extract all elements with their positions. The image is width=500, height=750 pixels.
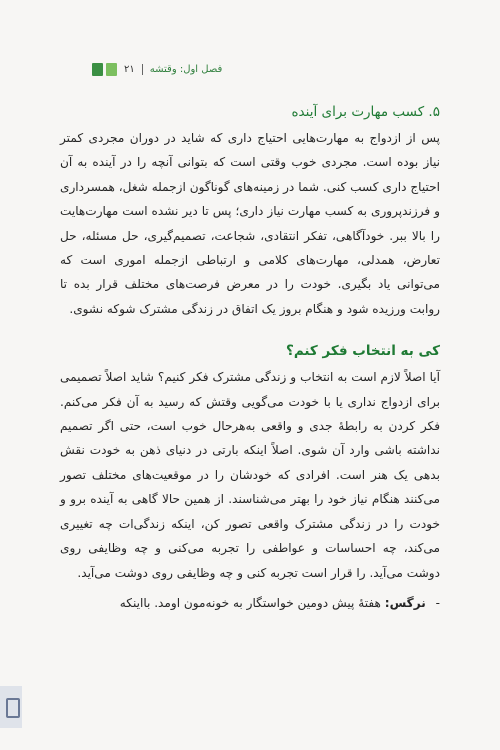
dialog-text: هفتهٔ پیش دومین خواستگار به خونه‌مون اومد. بااینکه <box>119 595 381 610</box>
chapter-marker-icon <box>92 63 117 76</box>
bookmark-ribbon <box>0 686 22 728</box>
section-heading-skills: ۵. کسب مهارت برای آینده <box>291 104 440 120</box>
chapter-title: فصل اول: وقتشه <box>149 64 223 75</box>
section-paragraph-when-to-choose: آیا اصلاً لازم است به انتخاب و زندگی مشترک فکر کنیم؟ شاید اصلاً تصمیمی برای ازدواج نداری یا با خودت می‌گویی وقتش که رسید به آن فکر می‌کنم. فکر کردن به رابطهٔ جدی و واقعی به‌هرحال خوب است، حتی اگر تصمیم نداشته باشی وارد آن شوی. اصلاً اینکه بارتی در دنیای ذهن به خودت نقش بدهی یک هنر است. افرادی که خودشان را در موقعیت‌های مختلف تصور می‌کنند هنگام نیاز خود را بهتر می‌شناسند. از همین حالا گاهی به آینده برو و خودت را در زندگی مشترک واقعی تصور کن، اینکه زندگی‌ات چه تغییری می‌کند، چه احساسات و عواطفی را تجربه می‌کنی و چه وظایفی روی دوشت می‌آید. را قرار است تجربه کنی و چه وظایفی روی دوشت می‌آید. <box>60 370 440 580</box>
section-heading-when-to-choose: کی به انتخاب فکر کنم؟ <box>285 343 440 360</box>
header-divider <box>142 64 143 75</box>
page-body <box>60 92 440 615</box>
dialog-dash: - <box>435 595 440 610</box>
page-number: ۲۱ <box>124 64 135 75</box>
dialog-speaker: نرگس: <box>384 595 426 610</box>
light-green-square-icon <box>106 63 117 76</box>
running-header <box>92 63 222 76</box>
dialog-line <box>60 591 440 615</box>
book-icon <box>6 698 20 718</box>
section-paragraph-skills: پس از ازدواج به مهارت‌هایی احتیاج داری که شاید در دوران مجردی کمتر نیاز بوده است. مجردی خوب وقتی است که بتوانی آنچه را در آینده به آن احتیاج داری کسب کنی. شما در زمینه‌های گوناگون ازجمله شغل، همسرداری و فرزندپروری به کسب مهارت نیاز داری؛ پس تا دیر نشده است مهارت‌هایت را بالا ببر. خودآگاهی، تفکر انتقادی، شجاعت، تصمیم‌گیری، حل مسئله، حل تعارض، همدلی، مهارت‌های کلامی و ارتباطی ازجمله اموری است که می‌توانی یاد بگیری. خودت را در معرض فرصت‌های مختلف قرار بده تا روابت ورزیده شود و هنگام بروز یک اتفاق در زندگی مشترک شوکه نشوی. <box>60 131 440 316</box>
green-square-icon <box>92 63 103 76</box>
